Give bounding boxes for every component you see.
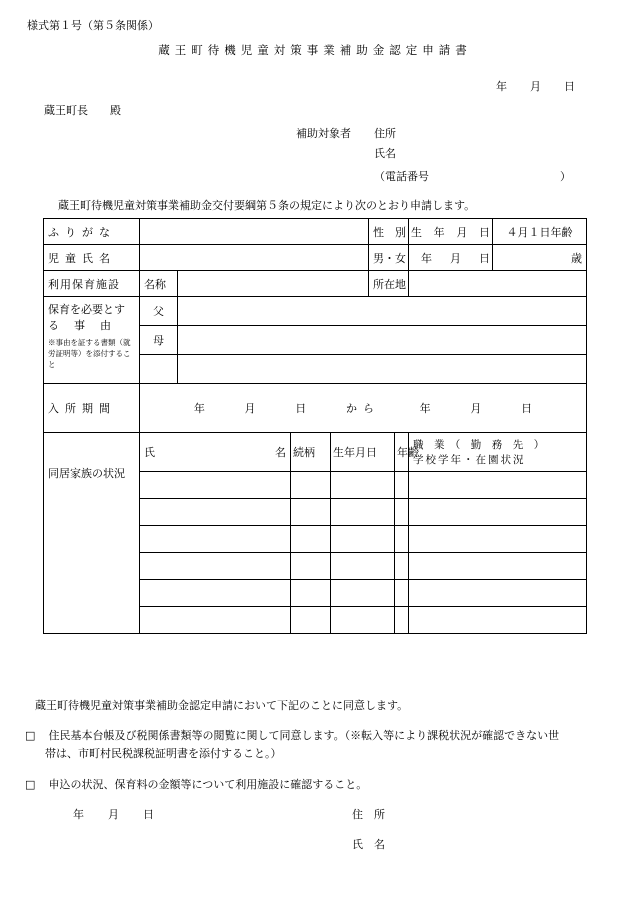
applicant-phone-close: ） — [560, 170, 571, 183]
reason-note: ※事由を証する書類（就労証明等）を添付すること — [48, 338, 131, 369]
household-age-cell[interactable] — [395, 607, 409, 634]
footer-day: 日 — [143, 808, 154, 821]
date-day: 日 — [564, 80, 575, 93]
reason-line2: る 事 由 — [48, 319, 113, 332]
household-header-dob: 生年月日 — [331, 433, 395, 472]
birth2-month: 月 — [450, 251, 462, 265]
household-job-cell[interactable] — [409, 472, 587, 499]
age-unit: 歳 — [571, 251, 583, 265]
applicant-phone-label: （電話番号 — [374, 170, 429, 183]
household-name-cell[interactable] — [140, 580, 291, 607]
household-header-job-line1: 職 業 （ 勤 務 先 ） — [413, 439, 545, 451]
household-header-job — [409, 433, 587, 472]
period-day2: 日 — [521, 402, 533, 415]
period-year2: 年 — [419, 402, 431, 415]
household-dob-cell[interactable] — [331, 499, 395, 526]
household-header-name — [140, 433, 291, 472]
household-name-cell[interactable] — [140, 499, 291, 526]
household-relation-cell[interactable] — [291, 472, 331, 499]
footer-month: 月 — [108, 808, 119, 821]
birth-field[interactable] — [409, 219, 493, 245]
household-relation-cell[interactable] — [291, 526, 331, 553]
consent-item-1-line2: 帯は、市町村民税課税証明書を添付すること。） — [45, 747, 282, 760]
household-relation-cell[interactable] — [291, 607, 331, 634]
household-dob-cell[interactable] — [331, 472, 395, 499]
furigana-field[interactable] — [140, 219, 369, 245]
period-year: 年 — [193, 402, 205, 415]
form-title: 蔵王町待機児童対策事業補助金認定申請書 — [158, 43, 472, 57]
household-header-relation: 続柄 — [291, 433, 331, 472]
mother-label: 母 — [140, 326, 178, 355]
intro-text: 蔵王町待機児童対策事業補助金交付要綱第５条の規定により次のとおり申請します。 — [58, 199, 476, 212]
gender-options[interactable]: 男・女 — [369, 245, 409, 271]
child-name-label: 児童氏名 — [44, 245, 140, 271]
household-name-cell[interactable] — [140, 526, 291, 553]
birth-day: 日 — [478, 225, 490, 239]
facility-name-field[interactable] — [178, 271, 369, 297]
footer-year: 年 — [73, 808, 84, 821]
reason-line1: 保育を必要とす — [48, 303, 125, 316]
period-label: 入所期間 — [44, 384, 140, 433]
consent-item-2 — [25, 776, 367, 792]
household-age-cell[interactable] — [395, 580, 409, 607]
household-age-cell[interactable] — [395, 526, 409, 553]
date-month: 月 — [530, 80, 541, 93]
household-relation-cell[interactable] — [291, 499, 331, 526]
consent-item-1-line1: 住民基本台帳及び税関係書類等の閲覧に関して同意します。（※転入等により課税状況が確認できない世 — [48, 729, 560, 742]
application-table — [43, 218, 587, 634]
household-relation-cell[interactable] — [291, 553, 331, 580]
father-label: 父 — [140, 297, 178, 326]
period-field[interactable] — [140, 384, 587, 433]
consent-item-2-text: 申込の状況、保育料の金額等について利用施設に確認すること。 — [48, 778, 368, 791]
household-age-cell[interactable] — [395, 472, 409, 499]
consent-checkbox-2[interactable]: □ — [25, 778, 36, 791]
household-label: 同居家族の状況 — [44, 433, 140, 634]
date-year: 年 — [496, 80, 507, 93]
birth2-day: 日 — [479, 251, 491, 265]
facility-name-label: 名称 — [140, 271, 178, 297]
household-job-cell[interactable] — [409, 553, 587, 580]
household-relation-cell[interactable] — [291, 580, 331, 607]
applicant-label: 補助対象者 — [296, 127, 351, 140]
applicant-name-label: 氏名 — [374, 147, 396, 160]
consent-item-1 — [25, 727, 559, 743]
facility-label: 利用保育施設 — [44, 271, 140, 297]
household-job-cell[interactable] — [409, 526, 587, 553]
applicant-address-label: 住所 — [374, 127, 396, 140]
facility-location-field[interactable] — [409, 271, 587, 297]
household-header-age: 年齢 — [395, 433, 409, 472]
gender-label: 性 別 — [369, 219, 409, 245]
form-number: 様式第１号（第５条関係） — [27, 19, 159, 32]
birth2-year: 年 — [421, 251, 433, 265]
consent-intro: 蔵王町待機児童対策事業補助金認定申請において下記のことに同意します。 — [35, 699, 409, 712]
addressee: 蔵王町長 殿 — [44, 104, 121, 117]
footer-name-label: 氏 名 — [352, 838, 385, 851]
household-dob-cell[interactable] — [331, 526, 395, 553]
household-dob-cell[interactable] — [331, 580, 395, 607]
reason-label-cell — [44, 297, 140, 384]
household-age-cell[interactable] — [395, 553, 409, 580]
age-field[interactable] — [493, 245, 587, 271]
birth2-field[interactable] — [409, 245, 493, 271]
facility-location-label: 所在地 — [369, 271, 409, 297]
household-name-cell[interactable] — [140, 553, 291, 580]
household-job-cell[interactable] — [409, 580, 587, 607]
other-reason-field[interactable] — [178, 355, 587, 384]
household-job-cell[interactable] — [409, 607, 587, 634]
birth-month: 月 — [456, 225, 468, 239]
household-age-cell[interactable] — [395, 499, 409, 526]
household-dob-cell[interactable] — [331, 553, 395, 580]
household-header-name-a: 氏 — [144, 446, 155, 459]
period-day: 日 — [295, 402, 307, 415]
birth-prefix: 生 — [411, 225, 423, 239]
consent-checkbox-1[interactable]: □ — [25, 729, 36, 742]
furigana-label: ふりがな — [44, 219, 140, 245]
household-header-job-line2: 学校学年・在園状況 — [413, 454, 526, 466]
father-reason-field[interactable] — [178, 297, 587, 326]
birth-year: 年 — [433, 225, 445, 239]
household-name-cell[interactable] — [140, 472, 291, 499]
other-reason-label — [140, 355, 178, 384]
household-job-cell[interactable] — [409, 499, 587, 526]
household-dob-cell[interactable] — [331, 607, 395, 634]
child-name-field[interactable] — [140, 245, 369, 271]
period-from: から — [345, 402, 380, 415]
household-header-name-b: 名 — [275, 446, 286, 459]
age-as-of-label: ４月１日年齢 — [493, 219, 587, 245]
household-name-cell[interactable] — [140, 607, 291, 634]
period-month: 月 — [244, 402, 256, 415]
mother-reason-field[interactable] — [178, 326, 587, 355]
period-month2: 月 — [470, 402, 482, 415]
footer-address-label: 住 所 — [352, 808, 385, 821]
